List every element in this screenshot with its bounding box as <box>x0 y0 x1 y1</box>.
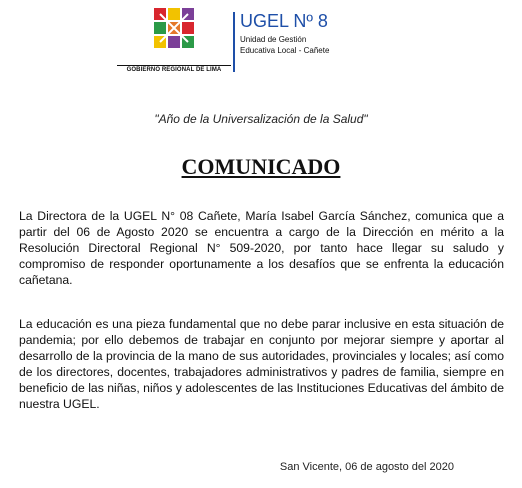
paragraph-1: La Directora de la UGEL N° 08 Cañete, María Isabel García Sánchez, comunica que a partir del 06 de Agosto 2020 se encuentra a cargo de la Dirección en mérito a la Resolución Directoral Regional N° 509-2020, por tanto hace llegar su saludo y compromiso de responder oportunamente a los desafíos que se enfrenta la educación cañetana. <box>19 209 504 287</box>
ugel-subtitle-line1: Unidad de Gestión <box>240 35 307 44</box>
emblem-icon <box>150 6 198 54</box>
org-caption: GOBIERNO REGIONAL DE LIMA <box>117 65 231 73</box>
ugel-title: UGEL Nº 8 <box>240 11 328 31</box>
place-date-signoff: San Vicente, 06 de agosto del 2020 <box>279 461 454 473</box>
paragraph-2: La educación es una pieza fundamental que no debe parar inclusive en esta situación de pandemia; por ello debemos de trabajar en conjunto por mejorar siempre y aportar al desarrollo de la provincia de la mano de sus autoridades, provinciales y locales; así como de los directores, docentes, trabajadores administrativos y padres de familia, siempre en beneficio de las niñas, niños y adolescentes de las Instituciones Educativas del ámbito de nuestra UGEL. <box>19 317 504 411</box>
header-divider <box>233 12 235 72</box>
ugel-subtitle <box>240 34 329 56</box>
year-motto: "Año de la Universalización de la Salud" <box>154 112 368 126</box>
regional-emblem-logo <box>150 6 198 54</box>
document-title: COMUNICADO <box>181 154 341 179</box>
ugel-subtitle-line2: Educativa Local - Cañete <box>240 46 330 55</box>
